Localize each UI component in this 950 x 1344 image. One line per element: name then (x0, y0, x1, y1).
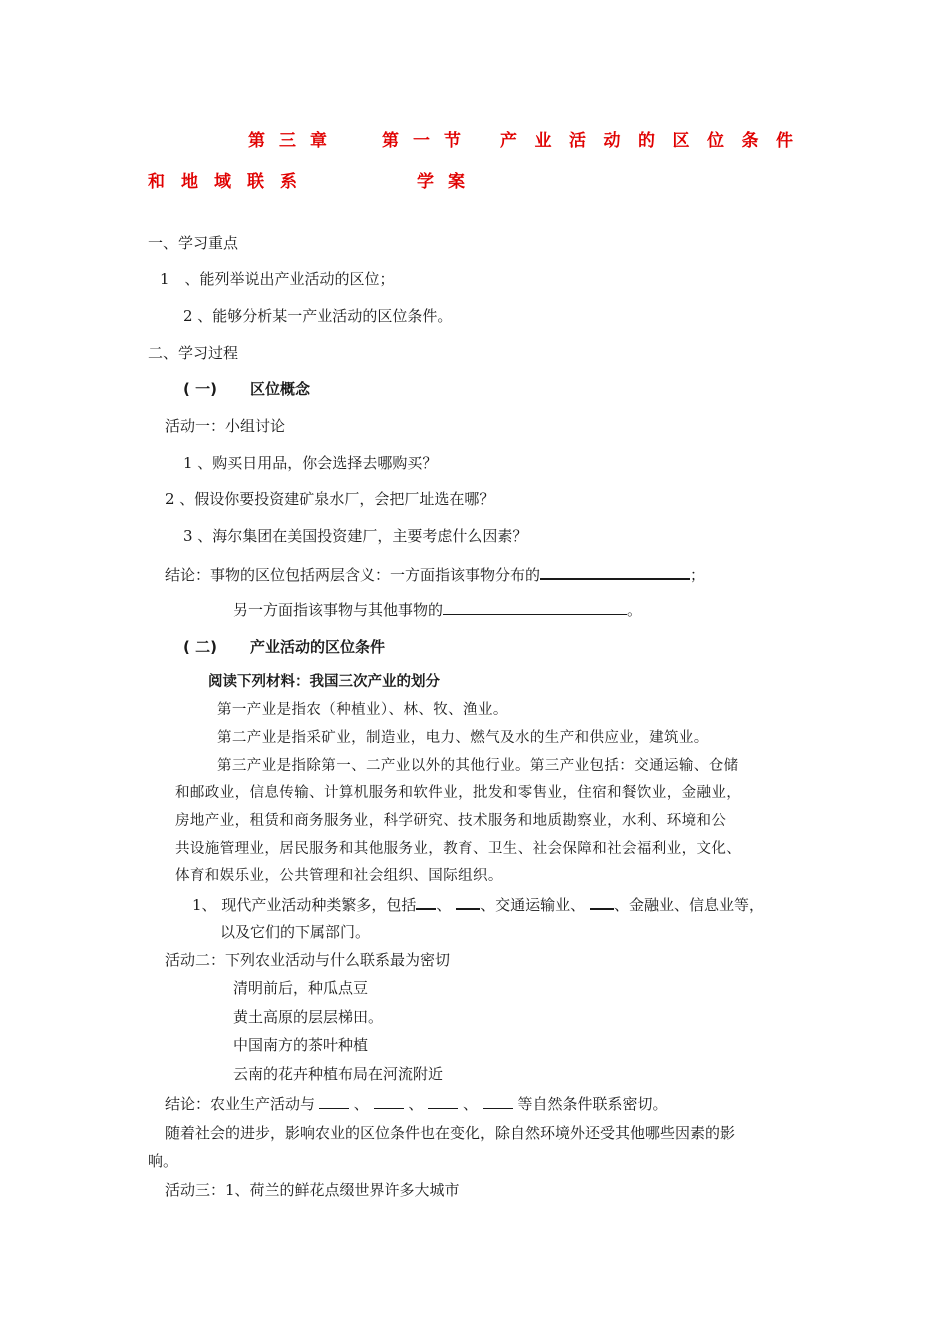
activity1-q2: 2 、假设你要投资建矿泉水厂，会把厂址选在哪？ (165, 490, 495, 508)
modern-question-line1 (192, 893, 764, 915)
conclusion2-blank3[interactable] (428, 1093, 458, 1109)
material-tertiary-line5: 体育和娱乐业，公共管理和社会组织、国际组织。 (175, 868, 503, 884)
conclusion1-line1-end: ； (690, 566, 706, 584)
conclusion1-line1 (165, 563, 705, 585)
modern-question-number: 1、 (192, 896, 217, 914)
conclusion1-line2-end: 。 (627, 601, 643, 619)
modern-question-text-c: 、交通运输业、 (480, 896, 586, 914)
modern-blank2[interactable] (456, 893, 480, 910)
title-chapter: 第三章 (248, 131, 341, 151)
title-section: 第一节 (382, 131, 475, 151)
conclusion2-blank4[interactable] (483, 1093, 513, 1109)
part2-heading: 二、学习过程 (148, 344, 239, 362)
material-tertiary-line3: 房地产业，租赁和商务服务业，科学研究、技术服务和地质勘察业，水利、环境和公 (175, 813, 727, 829)
part1-item1: 1 、能列举说出产业活动的区位； (160, 270, 395, 288)
conclusion1-blank1[interactable] (540, 563, 690, 580)
activity1-q3: 3 、海尔集团在美国投资建厂，主要考虑什么因素？ (183, 527, 528, 545)
activity2-item: 中国南方的茶叶种植 (233, 1036, 369, 1054)
conclusion1-blank2[interactable] (443, 599, 627, 615)
sub2-number: ( 二) (183, 638, 217, 656)
conclusion2-blank1[interactable] (319, 1093, 349, 1109)
activity1-q1: 1 、购买日用品，你会选择去哪购买？ (183, 454, 438, 472)
title-suffix: 学案 (417, 172, 479, 192)
sub2-label: 产业活动的区位条件 (250, 638, 386, 656)
material-tertiary-line2: 和邮政业，信息传输、计算机服务和软件业，批发和零售业，住宿和餐饮业，金融业， (175, 785, 742, 801)
conclusion2-sep: 、 (462, 1095, 478, 1113)
sub1-label: 区位概念 (250, 380, 311, 398)
modern-question-line2: 以及它们的下属部门。 (220, 923, 371, 941)
title-topic-line2: 和地域联系 (148, 172, 313, 192)
activity1-title: 活动一：小组讨论 (165, 417, 286, 435)
part1-heading: 一、学习重点 (148, 234, 239, 252)
material-tertiary-line1: 第三产业是指除第一、二产业以外的其他行业。第三产业包括：交通运输、仓储 (217, 758, 739, 774)
conclusion2-text: 结论：农业生产活动与 (165, 1095, 316, 1113)
conclusion2-sep: 、 (408, 1095, 424, 1113)
conclusion1-line2 (233, 599, 642, 620)
activity2-item: 云南的花卉种植布局在河流附近 (233, 1065, 444, 1083)
material-tertiary-line4: 共设施管理业，居民服务和其他服务业，教育、卫生、社会保障和社会福利业，文化、 (175, 841, 742, 857)
conclusion2-sep: 、 (353, 1095, 369, 1113)
modern-question-text-b: 、 (436, 896, 452, 914)
sub1-number: ( 一) (183, 380, 217, 398)
material-primary: 第一产业是指农（种植业）、林、牧、渔业。 (217, 702, 508, 718)
activity2-item: 清明前后，种瓜点豆 (233, 979, 369, 997)
part1-item2: 2 、能够分析某一产业活动的区位条件。 (183, 307, 453, 325)
conclusion2-end: 等自然条件联系密切。 (517, 1095, 668, 1113)
conclusion1-line2-text: 另一方面指该事物与其他事物的 (233, 601, 444, 619)
modern-question-text-d: 、金融业、信息业等， (613, 896, 764, 914)
modern-question-text-a: 现代产业活动种类繁多，包括 (221, 896, 417, 914)
material-heading: 阅读下列材料：我国三次产业的划分 (208, 674, 440, 690)
material-secondary: 第二产业是指采矿业，制造业，电力、燃气及水的生产和供应业，建筑业。 (217, 730, 709, 746)
activity2-item: 黄土高原的层层梯田。 (233, 1008, 384, 1026)
activity2-title: 活动二：下列农业活动与什么联系最为密切 (165, 951, 451, 969)
society-line2: 响。 (148, 1152, 179, 1170)
society-line1: 随着社会的进步，影响农业的区位条件也在变化，除自然环境外还受其他哪些因素的影 (165, 1124, 736, 1142)
conclusion1-line1-text: 结论：事物的区位包括两层含义：一方面指该事物分布的 (165, 566, 541, 584)
title-topic-line1: 产业活动的区位条件 (500, 131, 811, 151)
conclusion2-blank2[interactable] (374, 1093, 404, 1109)
activity3-title: 活动三：1、荷兰的鲜花点缀世界许多大城市 (165, 1181, 460, 1199)
conclusion2 (165, 1093, 668, 1114)
modern-blank3[interactable] (590, 893, 614, 910)
modern-blank1[interactable] (416, 893, 436, 910)
